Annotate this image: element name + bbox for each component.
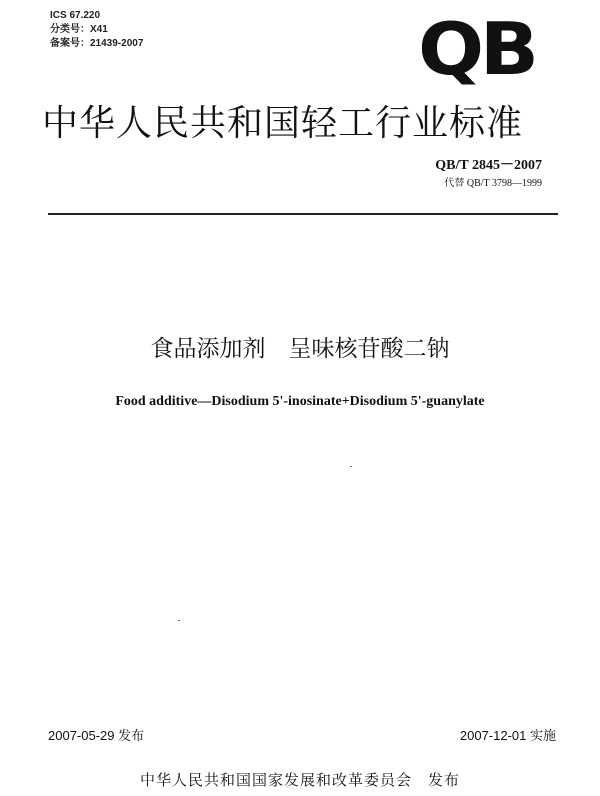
record-number: 备案号：21439-2007 [50,38,144,49]
scan-speck [178,620,180,621]
scan-speck [350,466,352,467]
implementation-date: 2007-12-01 实施 [459,728,556,743]
standard-number: QB/T 2845－2007 [435,158,542,173]
publisher-line: 中华人民共和国国家发展和改革委员会 发布 [139,771,460,789]
classification-number: 分类号：X41 [50,24,108,35]
issue-date: 2007-05-29 发布 [48,728,145,743]
ics-code: ICS 67.220 [50,10,101,21]
standard-category-title: 中华人民共和国轻工行业标准 [42,103,524,144]
replaces-standard: 代替 QB/T 3798—1999 [444,178,542,189]
header-divider [48,213,558,215]
qb-logo: QB [418,7,535,91]
chinese-title: 食品添加剂 呈味核苷酸二钠 [150,336,450,362]
english-title: Food additive—Disodium 5'-inosinate+Disodium 5'-guanylate [115,394,485,409]
